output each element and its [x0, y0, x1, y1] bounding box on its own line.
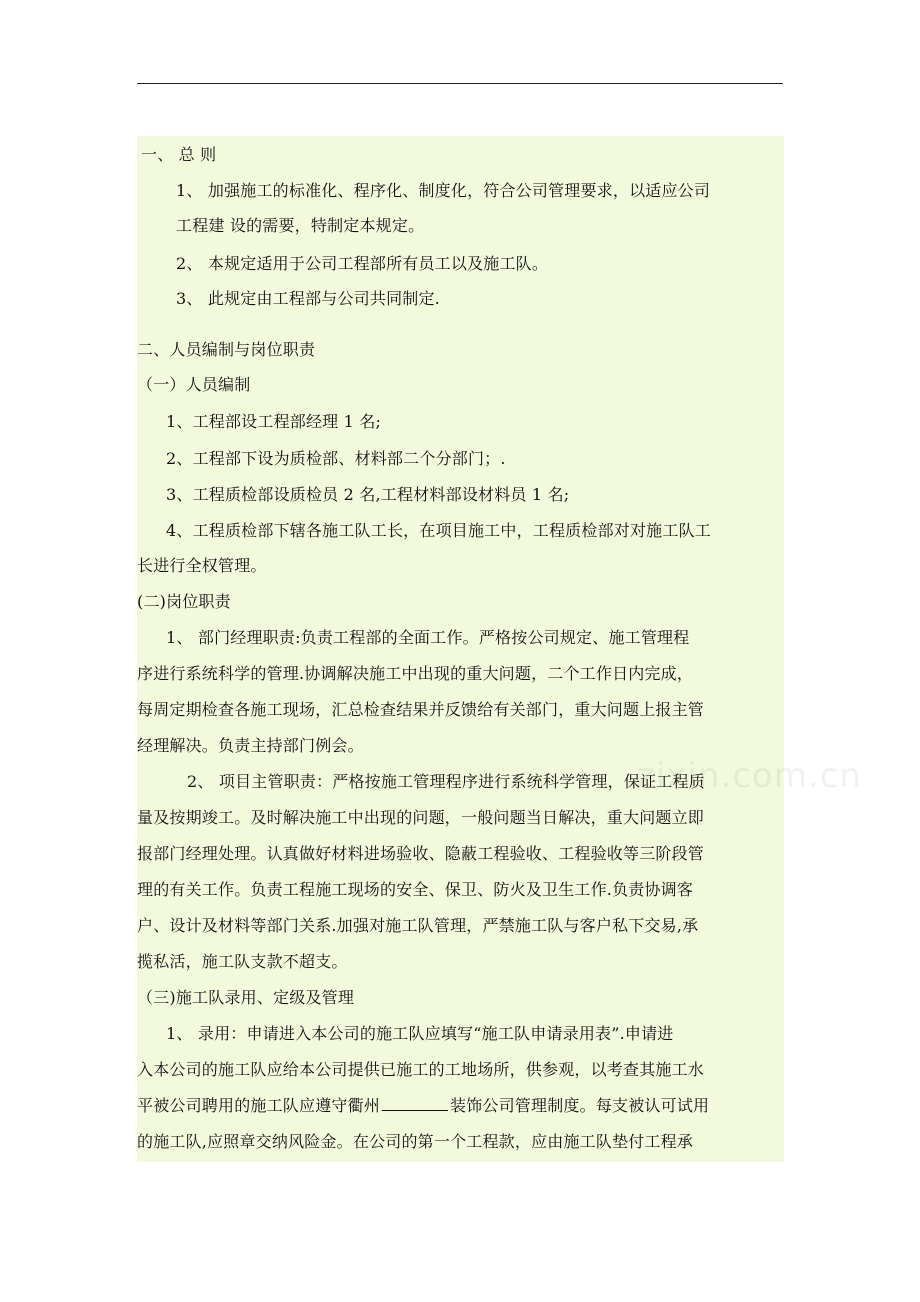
- paragraph-line: [137, 1096, 709, 1116]
- paragraph-line: 量及按期竣工。及时解决施工中出现的问题，一般问题当日解决，重大问题立即: [137, 808, 705, 827]
- paragraph-line: 1、 加强施工的标准化、程序化、制度化，符合公司管理要求，以适应公司: [176, 181, 711, 200]
- paragraph-line: 1、工程部设工程部经理 1 名;: [166, 412, 382, 431]
- section-heading-staffing: 二、人员编制与岗位职责: [137, 340, 316, 359]
- paragraph-line: 经理解决。负责主持部门例会。: [137, 736, 364, 755]
- paragraph-line: 户、设计及材料等部门关系.加强对施工队管理，严禁施工队与客户私下交易,承: [137, 916, 699, 935]
- paragraph-line: 4、工程质检部下辖各施工队工长，在项目施工中，工程质检部对对施工队工: [166, 521, 711, 540]
- paragraph-text: 平被公司聘用的施工队应遵守衢州: [137, 1096, 381, 1115]
- paragraph-line: 揽私活，施工队支款不超支。: [137, 952, 348, 971]
- header-rule: [137, 83, 783, 84]
- subsection-heading: (二)岗位职责: [137, 592, 231, 611]
- paragraph-line: 工程建 设的需要，特制定本规定。: [176, 216, 425, 235]
- subsection-heading: （三)施工队录用、定级及管理: [137, 988, 355, 1007]
- paragraph-line: 2、 本规定适用于公司工程部所有员工以及施工队。: [176, 254, 549, 273]
- paragraph-line: 入本公司的施工队应给本公司提供已施工的工地场所，供参观，以考查其施工水: [137, 1060, 705, 1079]
- document-body: [137, 136, 862, 1162]
- paragraph-line: 理的有关工作。负责工程施工现场的安全、保卫、防火及卫生工作.负责协调客: [137, 880, 694, 899]
- watermark: zixin.com.cn: [637, 756, 862, 796]
- paragraph-line: 长进行全权管理。: [137, 556, 267, 575]
- paragraph-line: 的施工队,应照章交纳风险金。在公司的第一个工程款，应由施工队垫付工程承: [137, 1132, 694, 1151]
- subsection-heading: （一）人员编制: [137, 375, 251, 394]
- paragraph-line: 2、工程部下设为质检部、材料部二个分部门；.: [166, 449, 506, 468]
- paragraph-line: 1、 录用：申请进入本公司的施工队应填写“施工队申请录用表”.申请进: [166, 1024, 674, 1043]
- paragraph-line: 序进行系统科学的管理.协调解决施工中出现的重大问题，二个工作日内完成，: [137, 664, 694, 683]
- paragraph-line: 3、 此规定由工程部与公司共同制定.: [176, 289, 440, 308]
- paragraph-line: 每周定期检查各施工现场，汇总检查结果并反馈给有关部门，重大问题上报主管: [137, 700, 705, 719]
- paragraph-line: 报部门经理处理。认真做好材料进场验收、隐蔽工程验收、工程验收等三阶段管: [137, 844, 705, 863]
- paragraph-line: 2、 项目主管职责：严格按施工管理程序进行系统科学管理，保证工程质: [187, 772, 705, 791]
- paragraph-text: 装饰公司管理制度。每支被认可试用: [450, 1096, 710, 1115]
- blank-underline: [382, 1096, 448, 1111]
- paragraph-line: 1、 部门经理职责:负责工程部的全面工作。严格按公司规定、施工管理程: [166, 628, 690, 647]
- section-heading-general: 一、 总 则: [141, 145, 217, 164]
- paragraph-line: 3、工程质检部设质检员 2 名,工程材料部设材料员 1 名;: [166, 485, 570, 504]
